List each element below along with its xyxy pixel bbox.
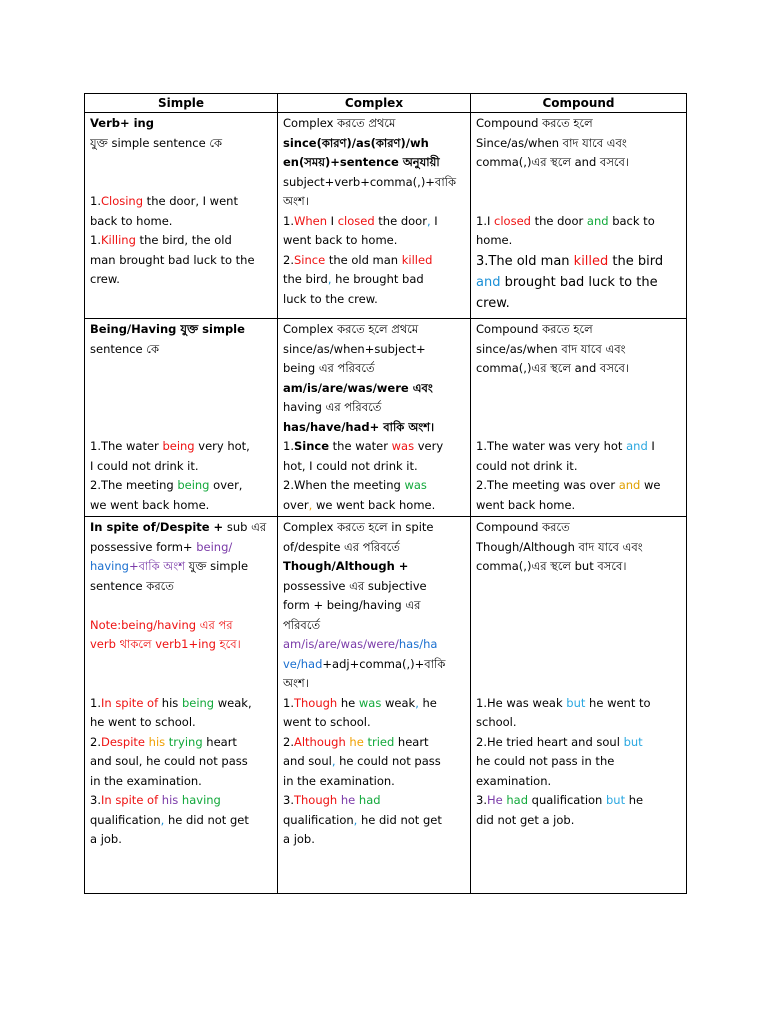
rule-line: form + being/having এর xyxy=(283,598,421,612)
rule-line: sentence করতে xyxy=(90,578,174,593)
note-line: Note:being/having এর পর xyxy=(90,617,233,632)
example-line: 2.Since the old man killed xyxy=(283,252,433,267)
rule-line: Though/Although + xyxy=(283,559,409,573)
row-being-having xyxy=(85,319,687,517)
rule-line: possessive form+ being/ xyxy=(90,539,233,554)
example-line: 1.I closed the door and back to xyxy=(476,213,655,228)
example-line: luck to the crew. xyxy=(283,291,378,306)
cell-simple xyxy=(85,113,278,319)
cell-simple xyxy=(85,517,278,894)
example-line: 1.When I closed the door, I xyxy=(283,213,438,228)
rule-line: Complex করতে হলে in spite xyxy=(283,520,434,534)
rule-line: Compound করতে হলে xyxy=(476,322,593,336)
example-line: a job. xyxy=(283,832,315,846)
example-line: 1.Closing the door, I went xyxy=(90,194,238,208)
rule-line: sentence কে xyxy=(90,341,159,356)
rule-line: অংশ। xyxy=(283,194,309,208)
row-in-spite-of xyxy=(85,517,687,894)
example-line: examination. xyxy=(476,773,552,788)
example-line: and soul, he could not pass xyxy=(90,754,248,768)
example-line: qualification, he did not get xyxy=(283,812,442,827)
rule-line: পরিবর্তে xyxy=(283,617,321,632)
example-line: back to home. xyxy=(90,213,173,228)
example-line: 3.In spite of his having xyxy=(90,793,221,807)
rule-line: having+বাকি অংশ যুক্ত simple xyxy=(90,559,249,573)
example-line: man brought bad luck to the xyxy=(90,252,255,267)
header-complex: Complex xyxy=(278,94,471,113)
rule-line: having এর পরিবর্তে xyxy=(283,400,382,414)
rule-line: since/as/when বাদ যাবে এবং xyxy=(476,341,626,356)
example-line: went back home. xyxy=(476,497,576,512)
rule-line: Complex করতে হলে প্রথমে xyxy=(283,322,419,336)
cell-complex xyxy=(278,319,471,517)
rule-line: Though/Although বাদ যাবে এবং xyxy=(476,539,643,554)
example-line: school. xyxy=(476,715,517,729)
example-line: the bird, he brought bad xyxy=(283,272,424,286)
example-line: hot, I could not drink it. xyxy=(283,458,418,473)
rule-line: Since/as/when বাদ যাবে এবং xyxy=(476,135,627,150)
example-line: 2.When the meeting was xyxy=(283,478,427,492)
example-line: 1.He was weak but he went to xyxy=(476,695,651,710)
cell-compound xyxy=(471,319,687,517)
example-line: I could not drink it. xyxy=(90,458,199,473)
cell-complex xyxy=(278,113,471,319)
cell-compound xyxy=(471,113,687,319)
rule-line: being এর পরিবর্তে xyxy=(283,361,375,375)
header-simple: Simple xyxy=(85,94,278,113)
rule-line: Being/Having যুক্ত simple xyxy=(90,322,245,336)
example-line: 1.Killing the bird, the old xyxy=(90,233,232,247)
header-compound: Compound xyxy=(471,94,687,113)
cell-compound xyxy=(471,517,687,894)
example-line: and soul, he could not pass xyxy=(283,754,441,768)
comparison-table xyxy=(84,93,687,894)
example-line: 2.He tried heart and soul but xyxy=(476,734,643,749)
example-line: 1.In spite of his being weak, xyxy=(90,695,252,710)
example-line: and brought bad luck to the xyxy=(476,274,658,290)
rule-line: অংশ। xyxy=(283,676,309,690)
example-line: we went back home. xyxy=(90,497,210,512)
example-line: could not drink it. xyxy=(476,458,578,473)
rule-line: Compound করতে xyxy=(476,520,570,534)
rule-line: subject+verb+comma(,)+বাকি xyxy=(283,174,457,189)
example-line: did not get a job. xyxy=(476,812,575,827)
example-line: 1.The water was very hot and I xyxy=(476,439,655,453)
example-line: he went to school. xyxy=(90,715,196,729)
rule-line: since/as/when+subject+ xyxy=(283,341,426,356)
rule-line: Verb+ ing xyxy=(90,116,154,130)
example-line: crew. xyxy=(476,295,510,311)
example-line: went back to home. xyxy=(283,233,398,247)
rule-line: possessive এর subjective xyxy=(283,578,427,593)
rule-line: comma(,)এর স্থলে but বসবে। xyxy=(476,559,627,573)
example-line: he could not pass in the xyxy=(476,754,615,768)
example-line: 1.Though he was weak, he xyxy=(283,695,437,710)
rule-line: of/despite এর পরিবর্তে xyxy=(283,539,400,554)
header-row xyxy=(85,94,687,113)
rule-line: since(কারণ)/as(কারণ)/wh xyxy=(283,135,429,150)
rule-line: am/is/are/was/were/has/ha xyxy=(283,637,438,651)
example-line: 3.He had qualification but he xyxy=(476,793,644,807)
example-line: crew. xyxy=(90,272,120,286)
example-line: 2.The meeting being over, xyxy=(90,478,243,492)
rule-line: Complex করতে প্রথমে xyxy=(283,116,396,130)
example-line: qualification, he did not get xyxy=(90,812,249,827)
example-line: over, we went back home. xyxy=(283,497,436,512)
example-line: 1.The water being very hot, xyxy=(90,439,250,453)
row-verb-ing xyxy=(85,113,687,319)
example-line: a job. xyxy=(90,832,122,846)
example-line: home. xyxy=(476,233,513,247)
rule-line: en(সময়)+sentence অনুযায়ী xyxy=(283,155,440,169)
example-line: 1.Since the water was very xyxy=(283,439,444,453)
example-line: in the examination. xyxy=(90,773,202,788)
example-line: 2.The meeting was over and we xyxy=(476,478,661,492)
rule-line: Compound করতে হলে xyxy=(476,116,593,130)
note-line: verb থাকলে verb1+ing হবে। xyxy=(90,637,241,651)
cell-complex xyxy=(278,517,471,894)
rule-line: যুক্ত simple sentence কে xyxy=(90,135,223,150)
rule-line: comma(,)এর স্থলে and বসবে। xyxy=(476,361,630,375)
rule-line: In spite of/Despite + sub এর xyxy=(90,520,267,534)
rule-line: has/have/had+ বাকি অংশ। xyxy=(283,419,435,434)
example-line: 3.Though he had xyxy=(283,793,381,807)
rule-line: comma(,)এর স্থলে and বসবে। xyxy=(476,155,630,169)
rule-line: ve/had+adj+comma(,)+বাকি xyxy=(283,656,446,671)
example-line: 3.The old man killed the bird xyxy=(476,253,664,269)
example-line: in the examination. xyxy=(283,773,395,788)
rule-line: am/is/are/was/were এবং xyxy=(283,380,433,395)
example-line: went to school. xyxy=(283,715,371,729)
cell-simple xyxy=(85,319,278,517)
example-line: 2.Despite his trying heart xyxy=(90,734,237,749)
example-line: 2.Although he tried heart xyxy=(283,734,429,749)
